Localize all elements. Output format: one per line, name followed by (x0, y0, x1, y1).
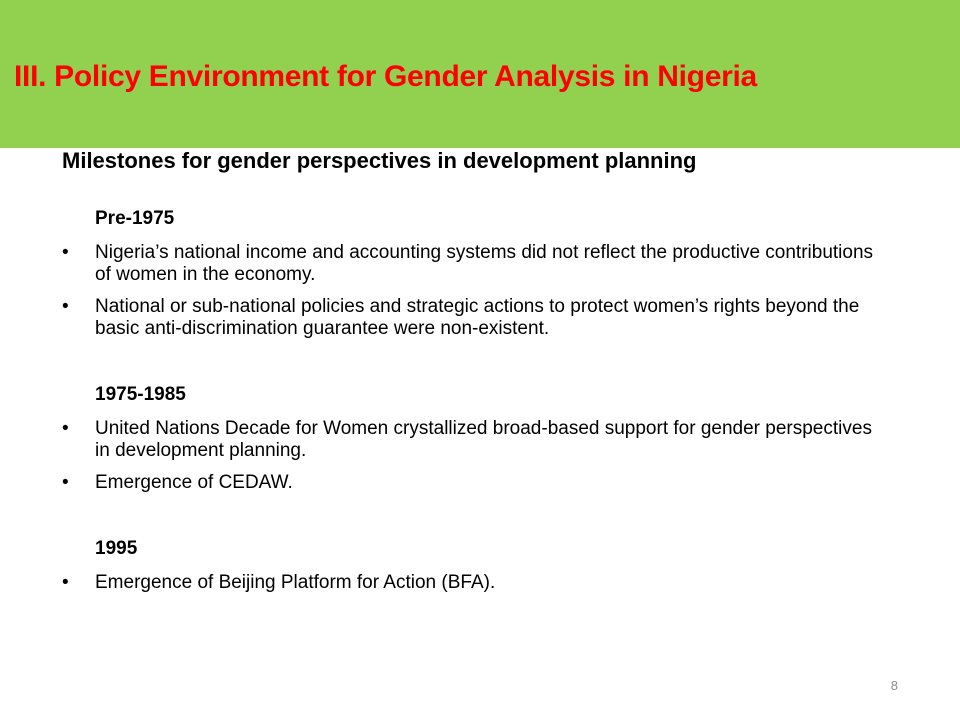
bullet-icon: • (62, 418, 69, 439)
period-heading: 1995 (95, 538, 138, 559)
list-item (62, 418, 882, 462)
milestones-list (62, 208, 882, 604)
bullet-icon: • (62, 472, 69, 493)
page-number: 8 (890, 678, 898, 693)
bullet-icon: • (62, 242, 69, 263)
list-item (62, 472, 882, 494)
bullet-icon: • (62, 572, 69, 593)
list-item-text: Emergence of CEDAW. (95, 472, 293, 493)
list-item (62, 296, 882, 340)
list-item-text: National or sub-national policies and strategic actions to protect women’s rights beyond the basic anti-discrimination guarantee were non-existent. (95, 296, 860, 339)
list-item-text: United Nations Decade for Women crystallized broad-based support for gender perspectives in development planning. (95, 418, 872, 461)
list-item (62, 242, 882, 286)
list-item (62, 572, 882, 594)
bullet-icon: • (62, 296, 69, 317)
list-item-text: Nigeria’s national income and accounting systems did not reflect the productive contributions of women in the economy. (95, 242, 874, 285)
slide-title: III. Policy Environment for Gender Analysis in Nigeria (14, 60, 757, 93)
period-heading: Pre-1975 (95, 208, 175, 229)
period-heading: 1975-1985 (95, 384, 186, 405)
list-item-text: Emergence of Beijing Platform for Action (BFA). (95, 572, 496, 593)
slide-subtitle: Milestones for gender perspectives in development planning (62, 148, 697, 173)
